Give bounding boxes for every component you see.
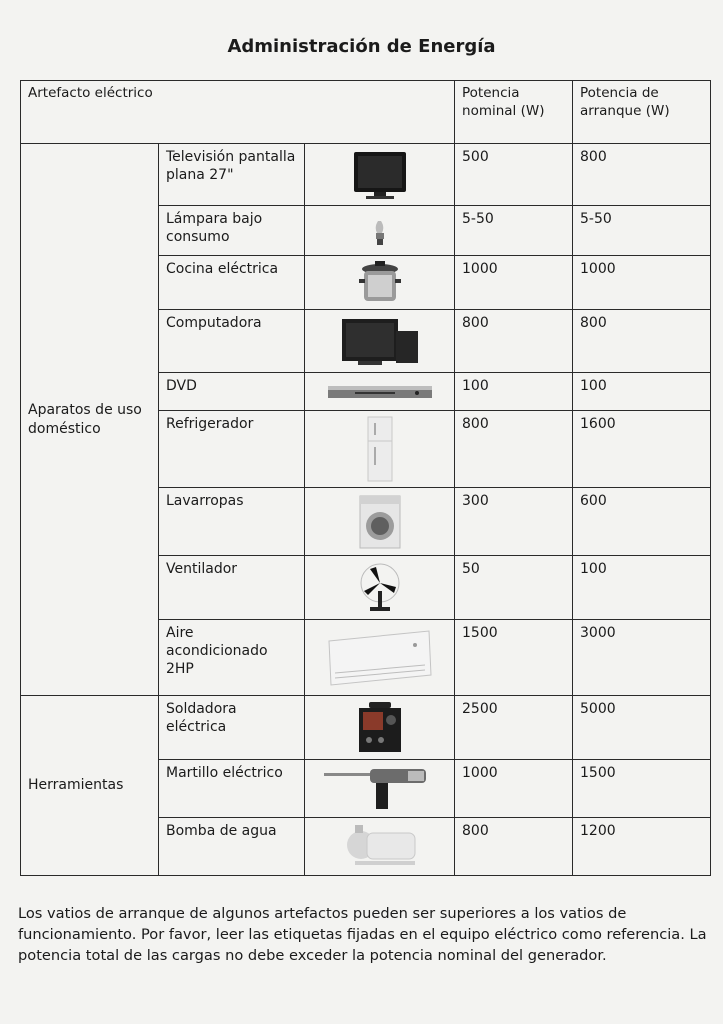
nominal-power: 800 bbox=[455, 818, 573, 876]
starting-power: 800 bbox=[573, 310, 711, 373]
nominal-power: 1000 bbox=[455, 760, 573, 818]
refrigerator-icon bbox=[305, 411, 455, 488]
hammer-drill-icon bbox=[305, 760, 455, 818]
starting-power: 100 bbox=[573, 373, 711, 411]
tv-icon bbox=[305, 144, 455, 206]
appliance-name: Televisión pantalla plana 27" bbox=[159, 144, 305, 206]
nominal-power: 500 bbox=[455, 144, 573, 206]
appliance-name: DVD bbox=[159, 373, 305, 411]
nominal-power: 5-50 bbox=[455, 206, 573, 256]
appliance-name: Soldadora eléctrica bbox=[159, 696, 305, 760]
nominal-power: 50 bbox=[455, 556, 573, 620]
water-pump-icon bbox=[305, 818, 455, 876]
appliance-name: Cocina eléctrica bbox=[159, 256, 305, 310]
starting-power: 1500 bbox=[573, 760, 711, 818]
header-starting-power: Potencia de arranque (W) bbox=[573, 81, 711, 144]
starting-power: 800 bbox=[573, 144, 711, 206]
appliance-name: Computadora bbox=[159, 310, 305, 373]
washing-machine-icon bbox=[305, 488, 455, 556]
appliance-name: Lavarropas bbox=[159, 488, 305, 556]
header-row bbox=[21, 81, 711, 144]
nominal-power: 1500 bbox=[455, 620, 573, 696]
starting-power: 1200 bbox=[573, 818, 711, 876]
header-nominal-power: Potencia nominal (W) bbox=[455, 81, 573, 144]
starting-power: 1600 bbox=[573, 411, 711, 488]
starting-power: 600 bbox=[573, 488, 711, 556]
starting-power: 100 bbox=[573, 556, 711, 620]
air-conditioner-icon bbox=[305, 620, 455, 696]
dvd-player-icon bbox=[305, 373, 455, 411]
nominal-power: 800 bbox=[455, 310, 573, 373]
lamp-icon bbox=[305, 206, 455, 256]
category-tools: Herramientas bbox=[21, 696, 159, 876]
power-table bbox=[20, 80, 711, 876]
table-row bbox=[21, 144, 711, 206]
starting-power: 5-50 bbox=[573, 206, 711, 256]
nominal-power: 1000 bbox=[455, 256, 573, 310]
appliance-name: Ventilador bbox=[159, 556, 305, 620]
appliance-name: Bomba de agua bbox=[159, 818, 305, 876]
cooker-icon bbox=[305, 256, 455, 310]
appliance-name: Aire acondicionado 2HP bbox=[159, 620, 305, 696]
table-row bbox=[21, 696, 711, 760]
page-title: Administración de Energía bbox=[227, 36, 496, 57]
starting-power: 1000 bbox=[573, 256, 711, 310]
welder-icon bbox=[305, 696, 455, 760]
appliance-name: Refrigerador bbox=[159, 411, 305, 488]
footnote: Los vatios de arranque de algunos artefactos pueden ser superiores a los vatios de funcionamiento. Por favor, leer las etiquetas fijadas en el equipo eléctrico como referencia. La potencia total de las cargas no debe exceder la potencia nominal del generador. bbox=[18, 905, 707, 965]
category-domestic: Aparatos de uso doméstico bbox=[21, 144, 159, 696]
header-appliance: Artefacto eléctrico bbox=[21, 81, 455, 144]
starting-power: 3000 bbox=[573, 620, 711, 696]
appliance-name: Martillo eléctrico bbox=[159, 760, 305, 818]
nominal-power: 2500 bbox=[455, 696, 573, 760]
nominal-power: 100 bbox=[455, 373, 573, 411]
starting-power: 5000 bbox=[573, 696, 711, 760]
computer-icon bbox=[305, 310, 455, 373]
fan-icon bbox=[305, 556, 455, 620]
nominal-power: 800 bbox=[455, 411, 573, 488]
appliance-name: Lámpara bajo consumo bbox=[159, 206, 305, 256]
nominal-power: 300 bbox=[455, 488, 573, 556]
